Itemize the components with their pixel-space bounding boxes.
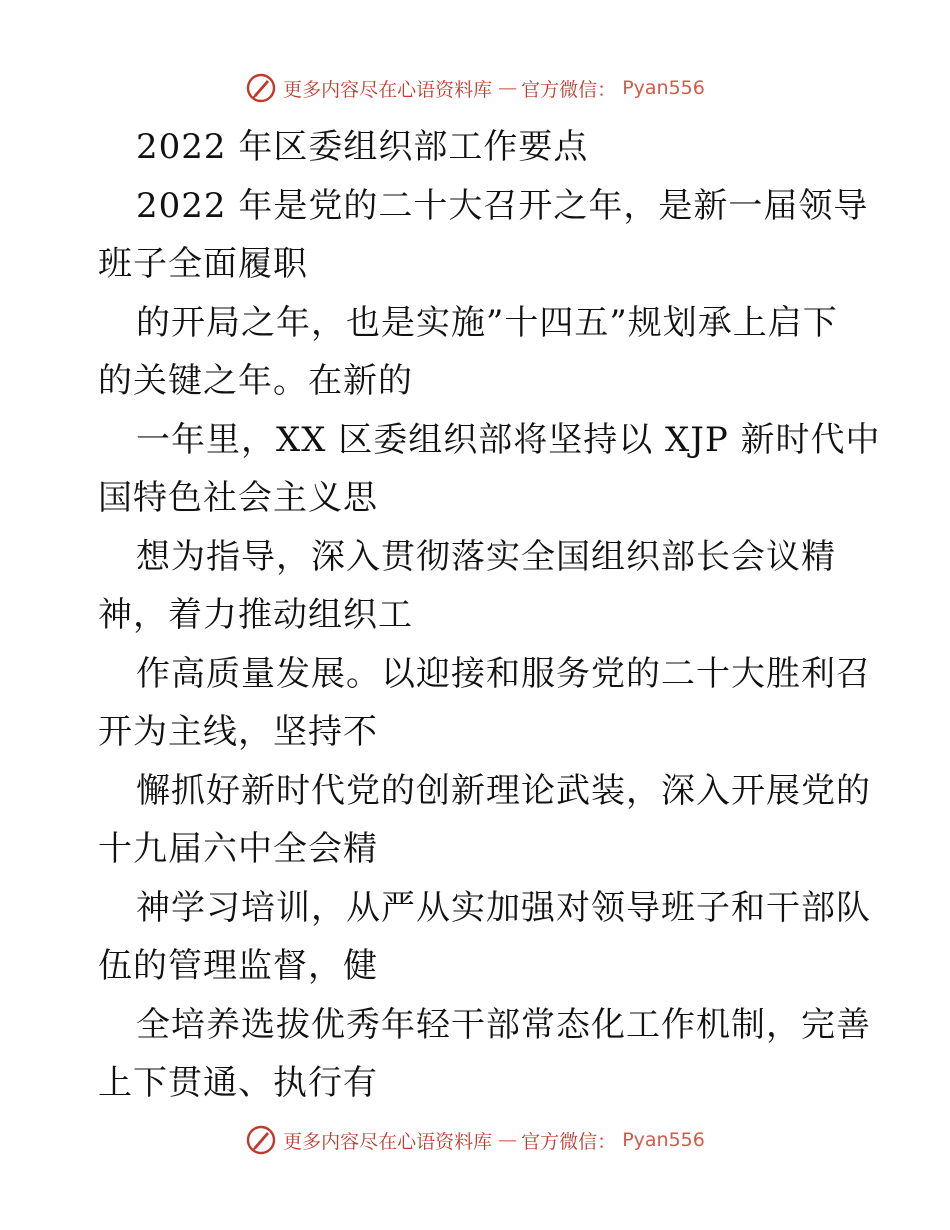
text-line: 伍的管理监督，健 (98, 946, 378, 986)
text-line: 十九届六中全会精 (98, 829, 378, 869)
text-line: 懈抓好新时代党的创新理论武装，深入开展党的 (136, 770, 871, 811)
text-line: 国特色社会主义思 (98, 478, 378, 518)
text-line: 的关键之年。在新的 (98, 361, 413, 401)
footer-watermark (0, 1124, 950, 1156)
text-line: 班子全面履职 (98, 244, 308, 284)
document-title: 2022 年区委组织部工作要点 (136, 127, 589, 167)
header-watermark (0, 72, 950, 104)
quill-circle-icon (245, 1124, 277, 1156)
watermark-text: 更多内容尽在心语资料库 (283, 1130, 493, 1153)
watermark-official-label: 官方微信： (521, 78, 617, 101)
quill-circle-icon (245, 72, 277, 104)
watermark-wechat-id: Pyan556 (622, 1129, 705, 1151)
document-body (98, 118, 881, 1113)
text-line: 神，着力推动组织工 (98, 595, 413, 635)
text-line: 神学习培训，从严从实加强对领导班子和干部队 (136, 887, 871, 928)
text-line: 想为指导，深入贯彻落实全国组织部长会议精 (136, 536, 836, 577)
text-line: 开为主线，坚持不 (98, 712, 378, 752)
watermark-separator: — (498, 1129, 516, 1151)
text-line: 全培养选拔优秀年轻干部常态化工作机制，完善 (136, 1004, 871, 1045)
text-line: 2022 年是党的二十大召开之年，是新一届领导 (136, 185, 869, 226)
watermark-official-label: 官方微信： (521, 1130, 617, 1153)
text-line: 上下贯通、执行有 (98, 1063, 378, 1103)
text-line: 一年里，XX 区委组织部将坚持以 XJP 新时代中 (136, 419, 881, 460)
text-line: 作高质量发展。以迎接和服务党的二十大胜利召 (136, 653, 871, 694)
watermark-wechat-id: Pyan556 (622, 77, 705, 99)
text-line: 的开局之年，也是实施”十四五”规划承上启下 (136, 302, 838, 343)
watermark-separator: — (498, 77, 516, 99)
watermark-text: 更多内容尽在心语资料库 (283, 78, 493, 101)
